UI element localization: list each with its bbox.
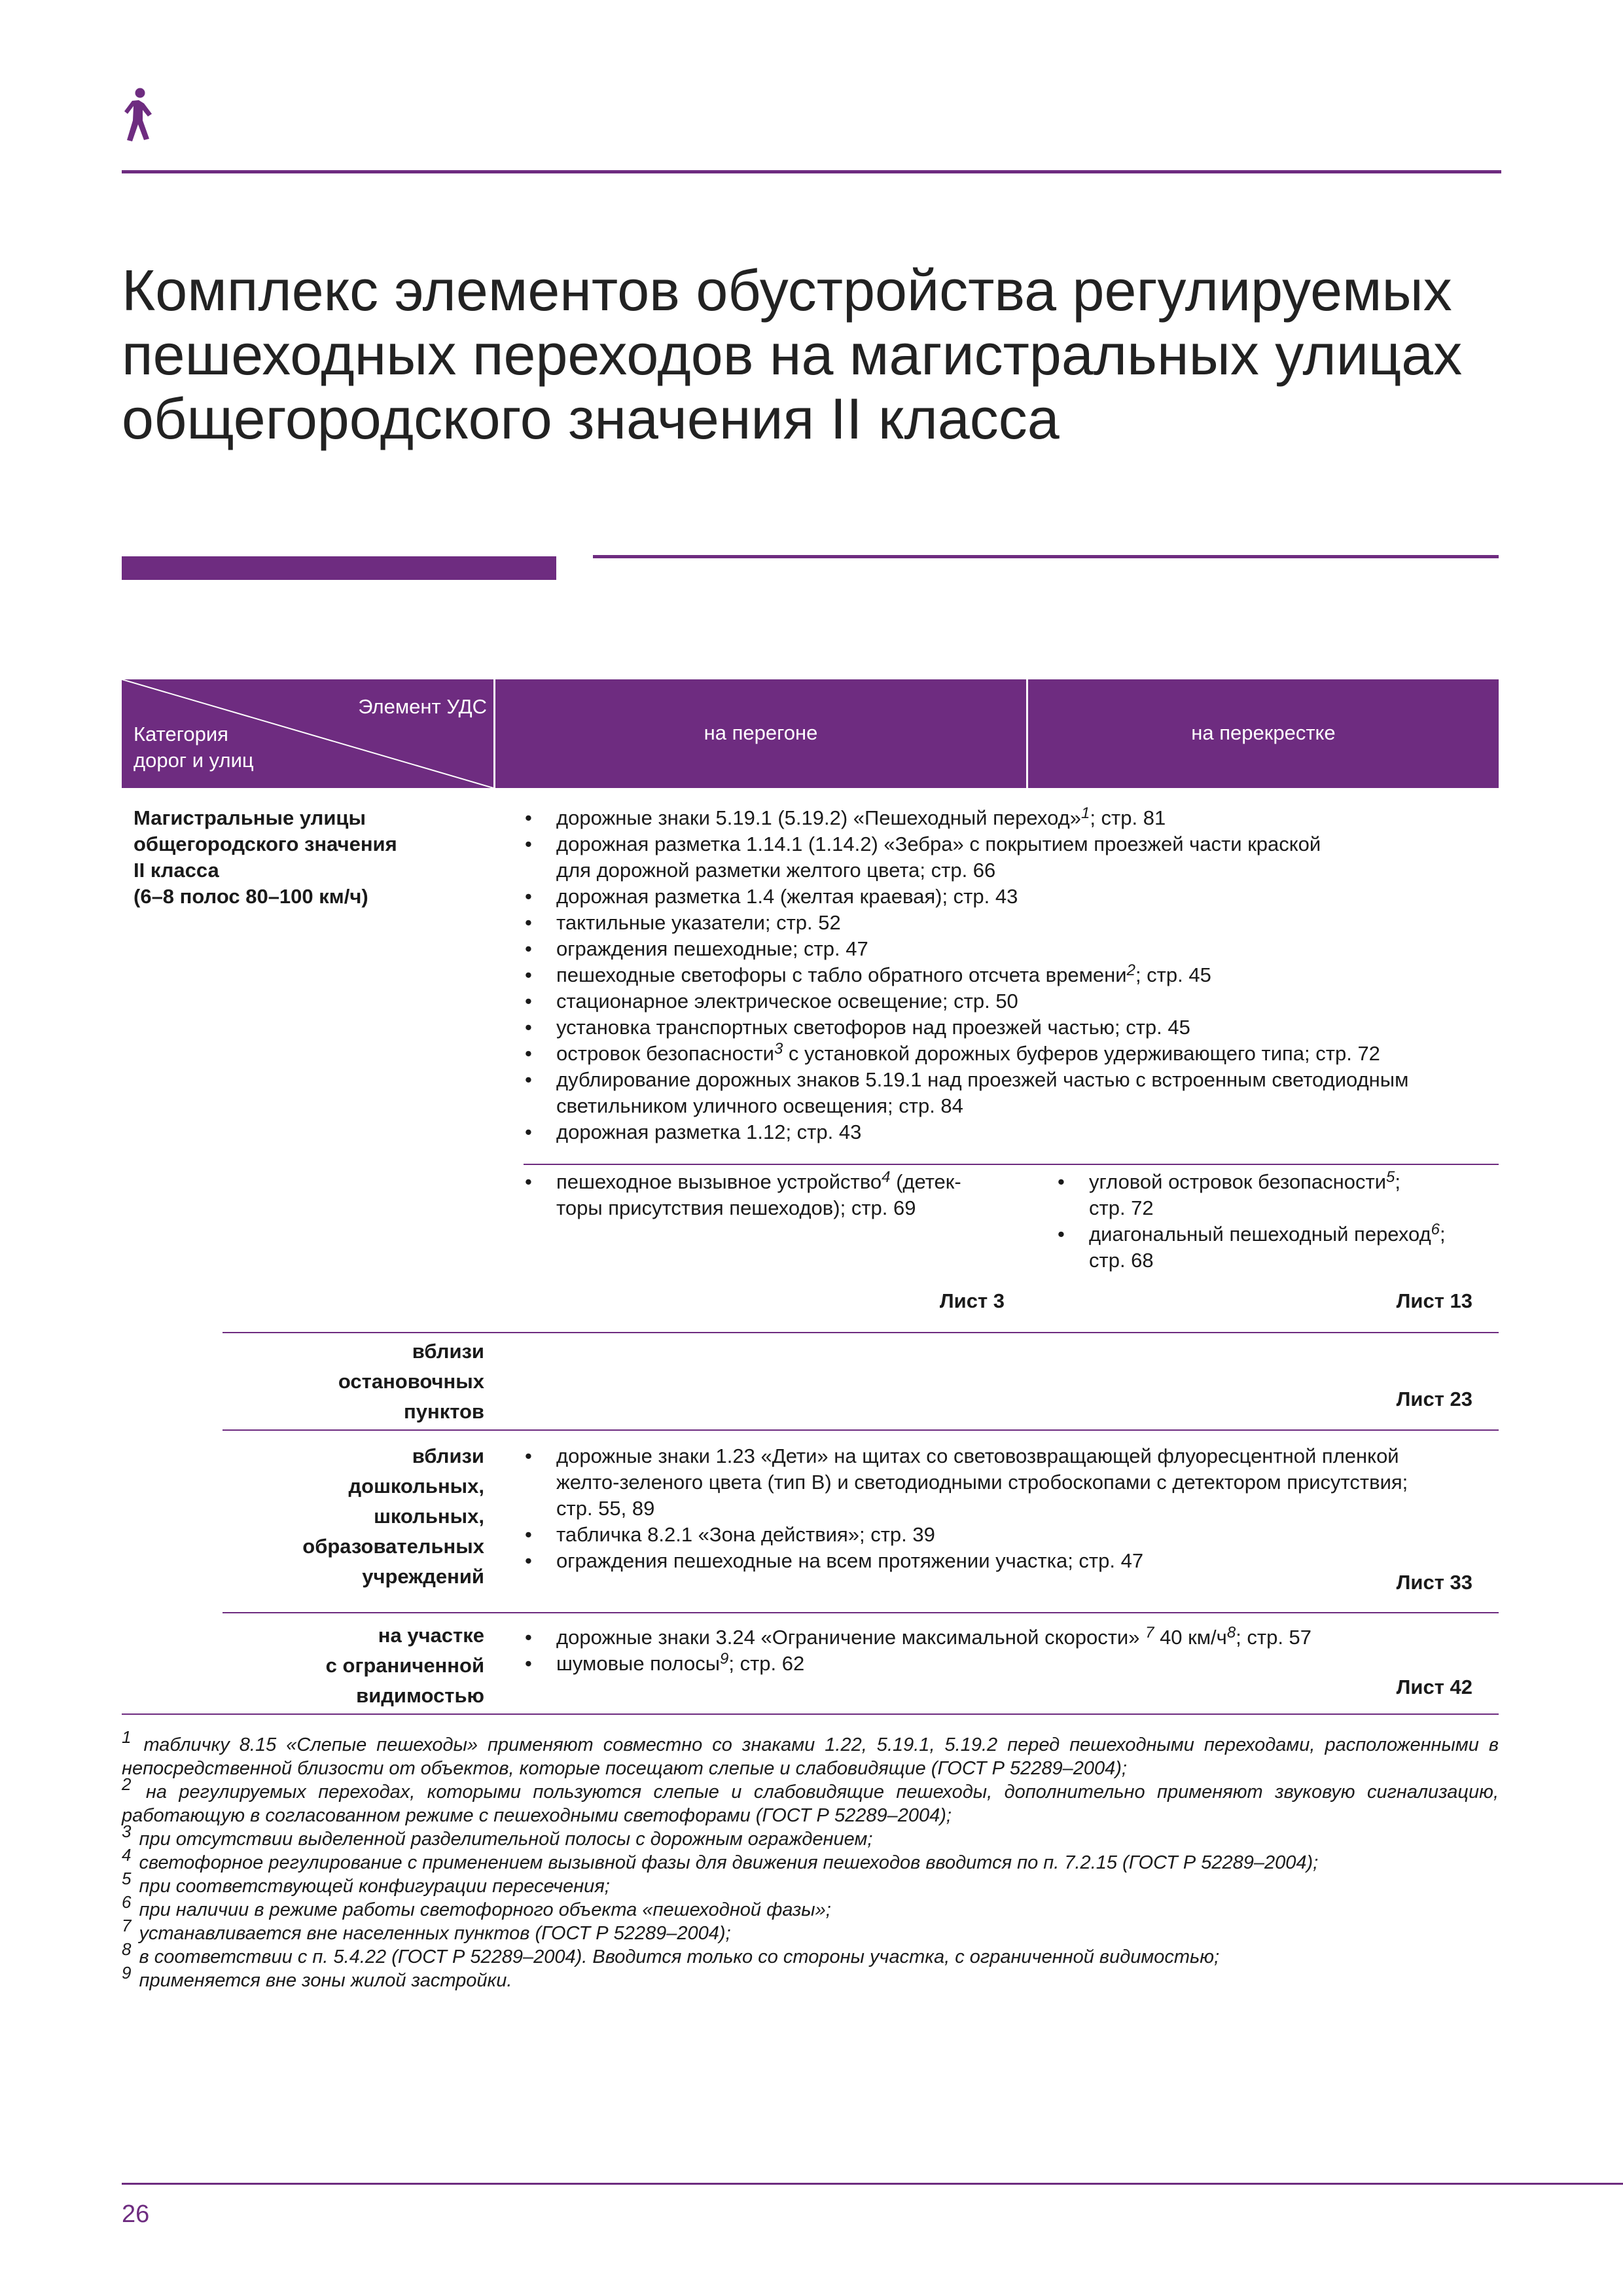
title-line: пешеходных переходов на магистральных улицах	[122, 322, 1463, 387]
list-item: для дорожной разметки желтого цвета; стр. 66	[556, 859, 996, 882]
header-rule	[122, 170, 1501, 173]
list-item: • дорожные знаки 5.19.1 (5.19.2) «Пешеходный переход»$^1$; стр. 81	[524, 805, 1499, 831]
footer-rule	[122, 2183, 1623, 2185]
list-item: • дорожные знаки 3.24 «Ограничение максимальной скорости» $^7$ 40 $км/ч^8$; стр. 57	[524, 1624, 1499, 1651]
row-divider	[223, 1429, 1499, 1431]
sheet-ref: Лист 3	[939, 1289, 1005, 1312]
list-item: • стационарное электрическое освещение; стр. 50	[524, 988, 1499, 1014]
list-item: • шумовые полосы$^9$; стр. 62	[524, 1651, 1499, 1677]
list-item: • диагональный пешеходный переход$^6$; стр. 68	[1056, 1221, 1488, 1274]
road-category: Магистральные улицы общегородского значения II класса (6–8 полос 80–100 км/ч)	[134, 806, 397, 908]
page-number: 26	[122, 2200, 150, 2228]
title-line: общегородского значения II класса	[122, 386, 1060, 451]
row-divider	[524, 1164, 1499, 1165]
footnote: $^4$ светофорное регулирование с применением вызывной фазы для движения пешеходов вводится по п. 7.2.15 (ГОСТ Р 52289–2004);	[122, 1845, 1319, 1873]
sheet-ref: Лист 33	[1396, 1571, 1472, 1594]
footnote: $^5$ при соответствующей конфигурации пересечения;	[122, 1869, 610, 1897]
list-item: • островок безопасности$^3$ с установкой дорожных буферов удерживающего типа; стр. 72	[524, 1041, 1499, 1067]
footnote: $^6$ при наличии в режиме работы светофорного объекта «пешеходной фазы»;	[122, 1892, 831, 1920]
element-label: Элемент УДС	[358, 695, 487, 718]
page-title	[122, 259, 1529, 451]
footnote: $^2$ на регулируемых переходах, которыми пользуются слепые и слабовидящие пешеходы, дополнительно применяют звуковую сигнализацию, работающую в согласованном режиме с пешеходными светофорами (ГОСТ Р 52289–2004);	[122, 1774, 1499, 1826]
schools-label: вблизи дошкольных, школьных, образовательных учреждений	[302, 1444, 484, 1588]
list-item: • тактильные указатели; стр. 52	[524, 910, 1499, 936]
main-elements-list	[524, 805, 1499, 1145]
visibility-label: на участке с ограниченной видимостью	[325, 1624, 484, 1707]
list-item: стр. 55, 89	[556, 1497, 655, 1520]
list-item: желто-зеленого цвета (тип В) и светодиодными стробоскопами с детектором присутствия;	[556, 1471, 1408, 1494]
stops-label: вблизи остановочных пунктов	[338, 1340, 484, 1423]
column-header-peregon: на перегоне	[704, 721, 818, 744]
list-item: • дорожная разметка 1.14.1 (1.14.2) «Зебра» с покрытием проезжей части краской	[524, 831, 1499, 857]
peregon-list	[524, 1169, 1021, 1221]
list-item: • пешеходное вызывное устройство$^4$ (детек-	[524, 1169, 1021, 1195]
footnote: $^9$ применяется вне зоны жилой застройки.	[122, 1963, 512, 1991]
row-divider	[223, 1612, 1499, 1613]
list-item: светильником уличного освещения; стр. 84	[556, 1094, 963, 1117]
list-item: • дорожные знаки 1.23 «Дети» на щитах со световозвращающей флуоресцентной пленкой	[524, 1443, 1499, 1469]
accent-bar-thick	[122, 556, 556, 580]
footnote: $^7$ устанавливается вне населенных пунктов (ГОСТ Р 52289–2004);	[122, 1916, 731, 1944]
table-bottom-rule	[122, 1713, 1499, 1715]
sheet-ref: Лист 13	[1396, 1289, 1472, 1312]
list-item: • угловой островок безопасности$^5$; стр. 72	[1056, 1169, 1488, 1221]
list-item: • дублирование дорожных знаков 5.19.1 над проезжей частью с встроенным светодиодным	[524, 1067, 1499, 1093]
list-item: • установка транспортных светофоров над проезжей частью; стр. 45	[524, 1014, 1499, 1041]
list-item: • дорожная разметка 1.12; стр. 43	[524, 1119, 1499, 1145]
visibility-elements-list	[524, 1624, 1499, 1677]
list-item: • ограждения пешеходные на всем протяжении участка; стр. 47	[524, 1548, 1499, 1574]
title-line: Комплекс элементов обустройства регулируемых	[122, 258, 1452, 323]
list-item: • ограждения пешеходные; стр. 47	[524, 936, 1499, 962]
footnote: $^1$ табличку 8.15 «Слепые пешеходы» применяют совместно со знаками 1.22, 5.19.1, 5.19.2 перед пешеходными переходами, расположенными в непосредственной близости от объектов, которые посещают слепые и слабовидящие (ГОСТ Р 52289–2004);	[122, 1727, 1499, 1779]
footnotes	[122, 1727, 1499, 1992]
category-label: Категория дорог и улиц	[134, 723, 254, 772]
list-item: • пешеходные светофоры с табло обратного отсчета времени$^2$; стр. 45	[524, 962, 1499, 988]
sheet-ref: Лист 23	[1396, 1388, 1472, 1410]
footnote: $^8$ в соответствии с п. 5.4.22 (ГОСТ Р 52289–2004). Вводится только со стороны участка, с ограниченной видимостью;	[122, 1939, 1220, 1967]
list-item: • табличка 8.2.1 «Зона действия»; стр. 39	[524, 1522, 1499, 1548]
sheet-ref: Лист 42	[1396, 1676, 1472, 1698]
perekrestok-list	[1056, 1169, 1488, 1274]
footnote: $^3$ при отсутствии выделенной разделительной полосы с дорожным ограждением;	[122, 1821, 873, 1850]
table-header	[122, 679, 1499, 788]
pedestrian-icon	[119, 88, 154, 143]
list-item: торы присутствия пешеходов); стр. 69	[556, 1196, 916, 1219]
list-item: • дорожная разметка 1.4 (желтая краевая); стр. 43	[524, 884, 1499, 910]
row-divider	[223, 1332, 1499, 1333]
schools-elements-list	[524, 1443, 1499, 1574]
accent-bar-thin	[593, 555, 1499, 558]
column-header-perekrestok: на перекрестке	[1191, 721, 1336, 744]
